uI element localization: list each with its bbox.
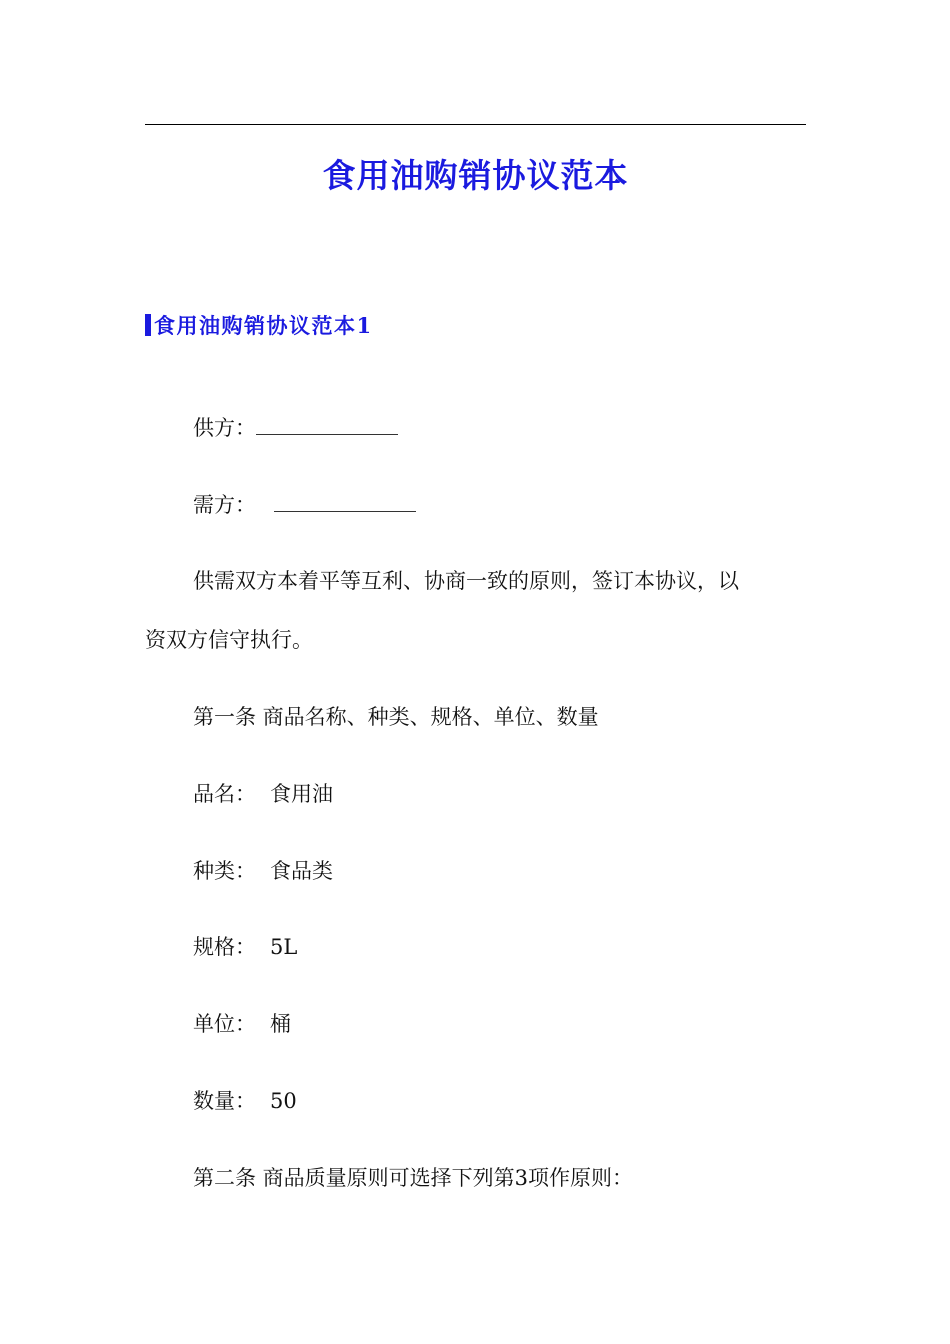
supplier-blank	[256, 414, 398, 435]
unit-value: 桶	[270, 1012, 291, 1036]
buyer-blank	[274, 491, 416, 512]
quantity-value: 50	[270, 1089, 297, 1113]
heading-marker	[145, 314, 151, 336]
document-title: 食用油购销协议范本	[322, 156, 629, 195]
unit-label: 单位：	[193, 1012, 256, 1036]
spec-line	[193, 931, 297, 963]
name-label: 品名：	[193, 782, 256, 806]
spec-label: 规格：	[193, 935, 256, 959]
intro-line-2: 资双方信守执行。	[145, 628, 313, 652]
quantity-label: 数量：	[193, 1089, 256, 1113]
intro-line-1: 供需双方本着平等互利、协商一致的原则，签订本协议，以	[193, 569, 739, 593]
type-line	[193, 855, 333, 887]
spec-value: 5L	[270, 935, 298, 959]
buyer-line	[193, 489, 416, 521]
article1-heading: 第一条 商品名称、种类、规格、单位、数量	[193, 705, 599, 729]
name-value: 食用油	[270, 782, 333, 806]
section-heading	[145, 308, 373, 342]
name-line	[193, 778, 333, 810]
buyer-label: 需方：	[193, 493, 256, 517]
type-value: 食品类	[270, 859, 333, 883]
section-heading-text: 食用油购销协议范本1	[154, 313, 373, 338]
supplier-line	[193, 412, 398, 444]
header-rule	[145, 124, 806, 125]
quantity-line	[193, 1085, 297, 1117]
supplier-label: 供方：	[193, 416, 256, 440]
article2-heading: 第二条 商品质量原则可选择下列第3项作原则：	[193, 1166, 634, 1190]
type-label: 种类：	[193, 859, 256, 883]
unit-line	[193, 1008, 291, 1040]
